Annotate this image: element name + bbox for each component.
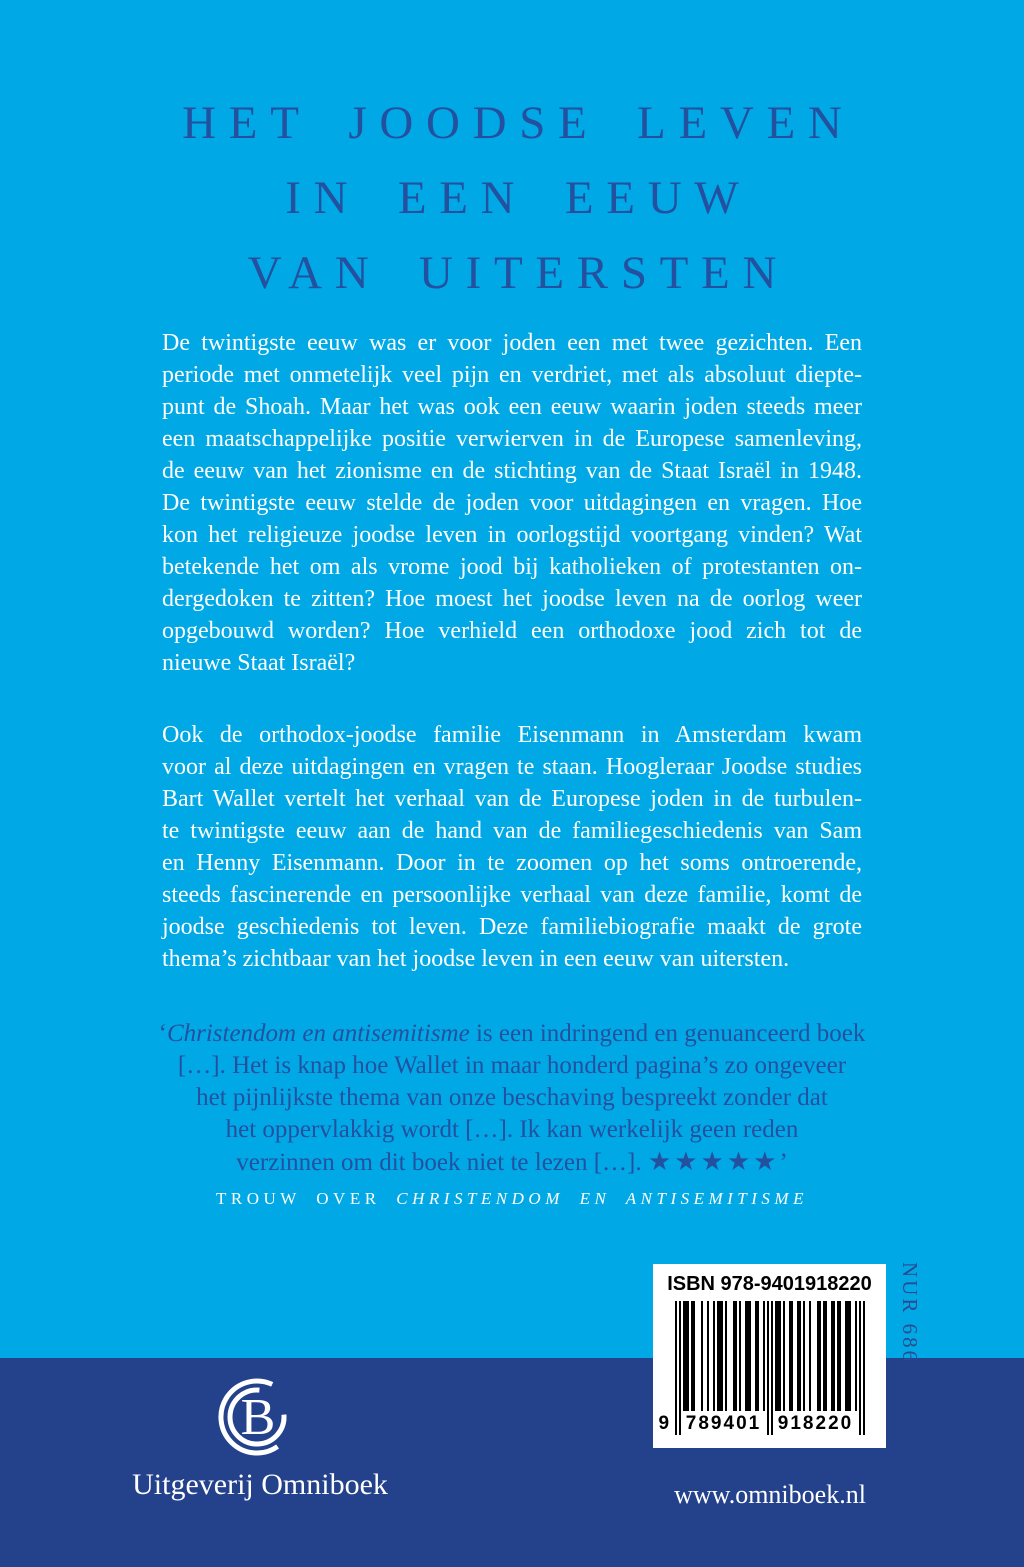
reviewed-work-title: CHRISTENDOM EN ANTISEMITISME: [396, 1189, 808, 1208]
text-line: te twintigste eeuw aan de hand van de familiegeschiedenis van Sam: [162, 818, 862, 844]
quote-line: het pijnlijkste thema van onze beschaving bespreekt zonder dat: [196, 1084, 828, 1111]
barcode-module: [863, 1301, 865, 1411]
text-line: De twintigste eeuw stelde de joden voor uitdagingen en vragen. Hoe: [162, 490, 862, 516]
title-line: HET JOODSE LEVEN: [182, 97, 855, 149]
quote-line: […]. Het is knap hoe Wallet in maar honderd pagina’s zo ongeveer: [177, 1052, 847, 1079]
publisher-website: www.omniboek.nl: [674, 1480, 866, 1509]
blurb-paragraph-2: [162, 719, 862, 975]
text-line: dergedoken te zitten? Hoe moest het joodse leven na de oorlog weer: [162, 586, 862, 612]
text-line: Bart Wallet vertelt het verhaal van de Europese joden in de turbulen-: [162, 786, 862, 812]
isbn-barcode-box: [653, 1264, 886, 1448]
text-line: en Henny Eisenmann. Door in te zoomen op het soms ontroerende,: [162, 850, 862, 876]
quote-attribution: [112, 1189, 912, 1209]
publisher-block: [100, 1372, 420, 1502]
quote-text: verzinnen om dit boek niet te lezen […].: [236, 1149, 648, 1176]
quote-open: ‘: [158, 1020, 167, 1047]
text-line: steeds fascinerende en persoonlijke verhaal van deze familie, komt de: [162, 882, 862, 908]
title-line: VAN UITERSTEN: [247, 247, 790, 299]
quoted-book-title: Christendom en antisemitisme: [166, 1020, 470, 1047]
isbn-number: ISBN 978-9401918220: [667, 1273, 872, 1295]
barcode-bars: [675, 1301, 865, 1411]
quote-close: ’: [779, 1149, 788, 1176]
publisher-name: Uitgeverij Omniboek: [132, 1468, 388, 1501]
text-line: punt de Shoah. Maar het was ook een eeuw waarin joden steeds meer: [162, 394, 862, 420]
text-line: De twintigste eeuw was er voor joden een met twee gezichten. Een: [162, 330, 862, 356]
text-line: periode met onmetelijk veel pijn en verdriet, met als absoluut diepte-: [162, 362, 862, 388]
text-line: thema’s zichtbaar van het joodse leven in een eeuw van uitersten.: [162, 946, 790, 972]
quote-line: het oppervlakkig wordt […]. Ik kan werkelijk geen reden: [225, 1116, 799, 1143]
text-line: Ook de orthodox-joodse familie Eisenmann in Amsterdam kwam: [162, 722, 862, 748]
quote-text: is een indringend en genuanceerd boek: [469, 1020, 866, 1047]
five-stars-rating: ★★★★★: [647, 1147, 780, 1176]
logo-letter-b: B: [240, 1389, 276, 1446]
text-line: joodse geschiedenis tot leven. Deze familiebiografie maakt de grote: [162, 914, 862, 940]
text-line: betekende het om als vrome jood bij katholieken of protestanten on-: [162, 554, 862, 580]
text-line: de eeuw van het zionisme en de stichting van de Staat Israël in 1948.: [162, 458, 862, 484]
text-line: een maatschappelijke positie verwierven in de Europese samenleving,: [162, 426, 862, 452]
text-line: kon het religieuze joodse leven in oorlogstijd voortgang vinden? Wat: [162, 522, 862, 548]
barcode-digits: [658, 1411, 865, 1435]
nur-code: NUR 686: [898, 1262, 922, 1365]
barcode-digits-right: 918220: [777, 1413, 854, 1434]
ean13-barcode: [658, 1301, 865, 1435]
text-line: opgebouwd worden? Hoe verhield een orthodoxe jood zich tot de: [162, 618, 862, 644]
text-line: nieuwe Staat Israël?: [162, 650, 356, 676]
review-source: TROUW: [216, 1189, 301, 1208]
quote-lines: [112, 1050, 912, 1146]
attribution-text: OVER: [300, 1189, 397, 1208]
book-title: [0, 86, 1024, 311]
barcode-digits-left: 789401: [685, 1413, 762, 1434]
blurb-paragraph-1: [162, 327, 862, 679]
barcode-digit-first: 9: [658, 1413, 670, 1434]
quote-line: [112, 1146, 912, 1179]
quote-line: [112, 1018, 912, 1050]
review-quote: [112, 1018, 912, 1179]
text-line: voor al deze uitdagingen en vragen te staan. Hoogleraar Joodse studies: [162, 754, 862, 780]
back-cover-blurb: [162, 327, 862, 975]
title-line: IN EEN EEUW: [285, 172, 752, 224]
publisher-logo: [217, 1372, 303, 1462]
